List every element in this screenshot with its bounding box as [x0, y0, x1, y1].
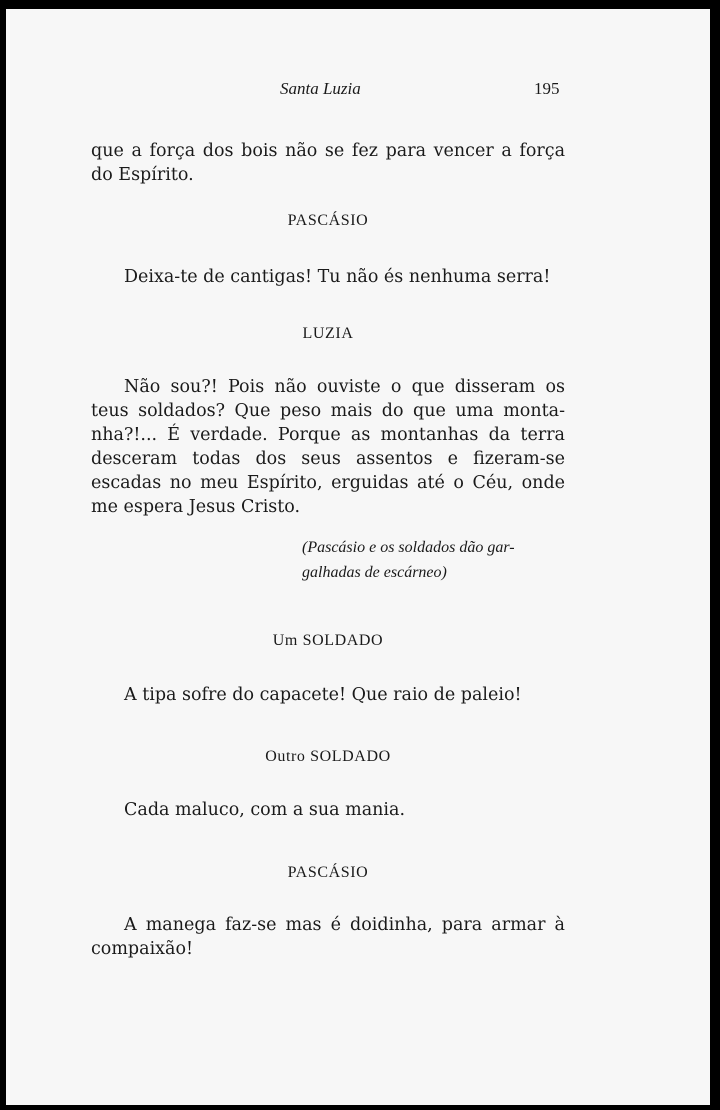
- page-number: 195: [534, 79, 560, 98]
- dialogue-outro-soldado: Cada maluco, com a sua mania.: [124, 800, 406, 820]
- speaker-pascasio-2: PASCÁSIO: [287, 864, 369, 881]
- speaker-pascasio-1: PASCÁSIO: [287, 212, 369, 229]
- dialogue-pascasio-2: A manega faz-se mas é doidinha, para armar à compaixão!: [91, 915, 565, 959]
- dialogue-pascasio-1: Deixa-te de cantigas! Tu não és nenhuma serra!: [124, 267, 551, 287]
- speaker-outro-soldado: Outro SOLDADO: [265, 748, 391, 765]
- book-page: [6, 9, 710, 1105]
- running-title: Santa Luzia: [280, 79, 361, 98]
- dialogue-luzia: Não sou?! Pois não ouviste o que disseram os teus soldados? Que peso mais do que uma monta-nha?!... É verdade. Porque as montanhas da terra desceram todas dos seus assentos e fizeram-se escadas no meu Espírito, erguidas até o Céu, onde me espera Jesus Cristo.: [91, 377, 565, 517]
- paragraph-continuation: que a força dos bois não se fez para vencer a força do Espírito.: [91, 141, 565, 185]
- speaker-luzia: LUZIA: [302, 325, 354, 342]
- stage-direction: (Pascásio e os soldados dão gar-galhadas de escárneo): [302, 539, 515, 581]
- speaker-um-soldado: Um SOLDADO: [272, 632, 384, 649]
- running-header: [6, 79, 710, 103]
- dialogue-um-soldado: A tipa sofre do capacete! Que raio de paleio!: [124, 685, 522, 705]
